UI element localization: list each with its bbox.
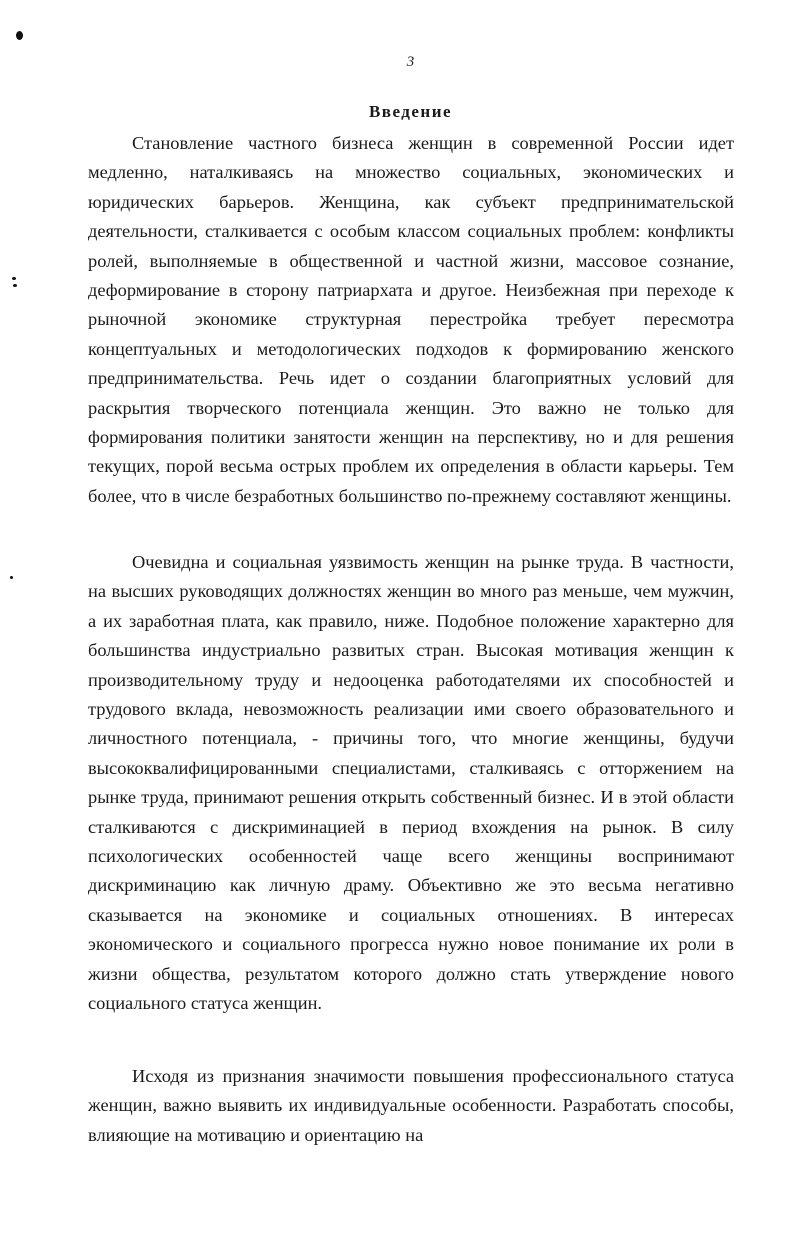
paragraph: Очевидна и социальная уязвимость женщин на рынке труда. В частности, на высших руководящих должностях женщин во много раз меньше, чем мужчин, а их заработная плата, как правило, ниже. Подобное положение характерно для большинства индустриально развитых стран. Высокая мотивация женщин к производительному труду и недооценка работодателями их способностей и трудового вклада, невозможность реализации ими своего образовательного и личностного потенциала, - причины того, что многие женщины, будучи высококвалифицированными специалистами, сталкиваясь с отторжением на рынке труда, принимают решения открыть собственный бизнес. И в этой области сталкиваются с дискриминацией в период вхождения на рынок. В силу психологических особенностей чаще всего женщины воспринимают дискриминацию как личную драму. Объективно же это весьма негативно сказывается на экономике и социальных отношениях. В интересах экономического и социального прогресса нужно новое понимание их роли в жизни общества, результатом которого должно стать утверждение нового социального статуса женщин. [88,552,734,1014]
page-number: 3 [406,54,415,70]
section-heading: Введение [368,102,453,121]
scan-speck [12,277,16,280]
paragraph: Исходя из признания значимости повышения профессионального статуса женщин, важно выявить их индивидуальные особенности. Разработать способы, влияющие на мотивацию и ориентацию на [88,1066,734,1145]
scan-speck [16,31,23,40]
scan-speck [13,284,17,287]
scan-speck [10,576,13,579]
paragraph: Становление частного бизнеса женщин в современной России идет медленно, наталкиваясь на множество социальных, экономических и юридических барьеров. Женщина, как субъект предпринимательской деятельности, сталкивается с особым классом социальных проблем: конфликты ролей, выполняемые в общественной и частной жизни, массовое сознание, деформирование в сторону патриархата и другое. Неизбежная при переходе к рыночной экономике структурная перестройка требует пересмотра концептуальных и методологических подходов к формированию женского предпринимательства. Речь идет о создании благоприятных условий для раскрытия творческого потенциала женщин. Это важно не только для формирования политики занятости женщин на перспективу, но и для решения текущих, порой весьма острых проблем их определения в области карьеры. Тем более, что в числе безработных большинство по-прежнему составляют женщины. [88,133,734,506]
